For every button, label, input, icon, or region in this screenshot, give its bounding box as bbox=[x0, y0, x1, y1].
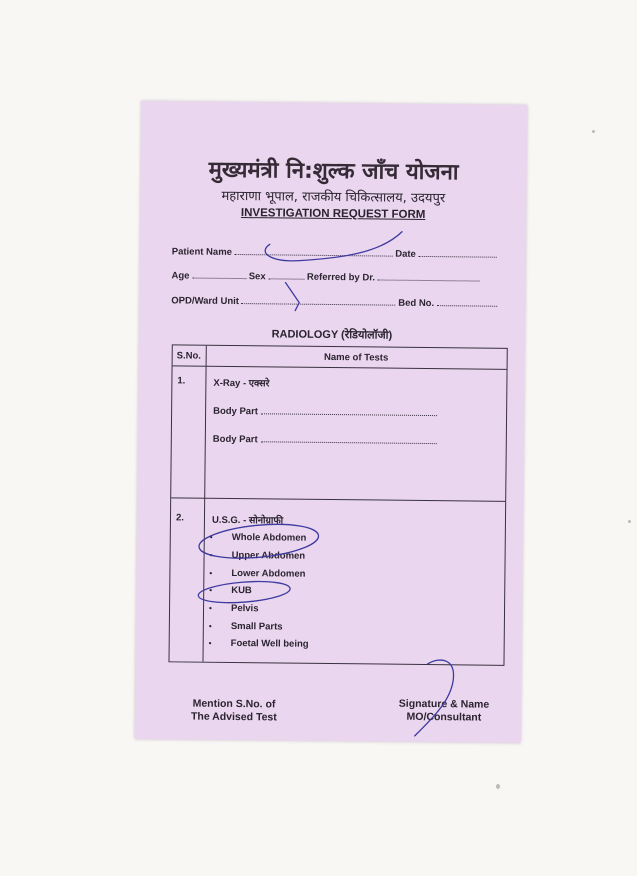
patient-name-label: Patient Name bbox=[171, 246, 233, 258]
age-label: Age bbox=[171, 270, 190, 282]
body-part-label: Body Part bbox=[213, 405, 259, 418]
usg-test: U.S.G. - सोनोग्राफी bbox=[211, 514, 284, 527]
bed-line bbox=[437, 296, 497, 307]
usg-option-pelvis: • Pelvis bbox=[231, 603, 259, 614]
form-name bbox=[140, 206, 526, 222]
date-label: Date bbox=[395, 248, 416, 260]
patient-name-handwriting: Osmer bbox=[279, 229, 354, 256]
patient-name-field bbox=[172, 244, 497, 260]
opd-bed-field bbox=[171, 290, 497, 310]
bed-label: Bed No. bbox=[398, 297, 435, 310]
tests-table bbox=[168, 344, 507, 666]
patient-name-line bbox=[235, 245, 393, 257]
section-title: RADIOLOGY (रेडियोलॉजी) bbox=[271, 328, 393, 342]
form-name-text: INVESTIGATION REQUEST FORM bbox=[240, 207, 426, 221]
age-sex-field bbox=[171, 268, 479, 284]
table-column-divider bbox=[202, 346, 206, 662]
footer-left bbox=[175, 697, 293, 724]
sex-handwriting: M bbox=[287, 271, 302, 288]
footer-left-line2: The Advised Test bbox=[190, 710, 277, 724]
table-row-divider bbox=[171, 497, 505, 501]
body-part-label: Body Part bbox=[212, 433, 258, 446]
footer-right bbox=[385, 698, 503, 725]
xray-body-part-1 bbox=[213, 404, 437, 419]
paper-speck bbox=[496, 784, 500, 789]
sex-line bbox=[268, 269, 304, 279]
paper-speck bbox=[592, 130, 595, 133]
hospital-name: महाराणा भूपाल, राजकीय चिकित्सालय, उदयपुर bbox=[221, 188, 446, 207]
footer-right-line2: MO/Consultant bbox=[406, 710, 482, 724]
usg-option-kub: • KUB bbox=[231, 585, 252, 596]
sno-header: S.No. bbox=[176, 350, 202, 362]
opd-handwriting: OBG bbox=[285, 290, 321, 309]
table-row-sno: 2. bbox=[175, 512, 184, 524]
table-header-divider bbox=[173, 365, 507, 369]
footer-left-line1: Mention S.No. of bbox=[192, 697, 276, 711]
scheme-title: मुख्यमंत्री नि:शुल्क जाँच योजना bbox=[208, 157, 459, 186]
tests-header: Name of Tests bbox=[323, 351, 389, 364]
age-line bbox=[192, 269, 246, 280]
usg-option-lower-abdomen: • Lower Abdomen bbox=[231, 568, 305, 580]
referred-line bbox=[378, 270, 480, 281]
usg-option-small-parts: • Small Parts bbox=[231, 621, 283, 633]
body-part-line bbox=[261, 404, 437, 416]
usg-option-whole-abdomen: • Whole Abdomen bbox=[232, 532, 307, 544]
usg-option-upper-abdomen: • Upper Abdomen bbox=[232, 550, 306, 562]
sex-label: Sex bbox=[248, 271, 266, 283]
paper-speck bbox=[628, 520, 631, 523]
referred-label: Referred by Dr. bbox=[306, 271, 376, 284]
date-line bbox=[418, 247, 496, 258]
xray-test: X-Ray - एक्सरे bbox=[213, 377, 270, 390]
table-row-sno: 1. bbox=[177, 375, 186, 387]
footer-right-line1: Signature & Name bbox=[398, 697, 490, 711]
bed-number-handwriting: 50639 bbox=[445, 289, 487, 305]
investigation-request-form bbox=[135, 101, 528, 743]
opd-label: OPD/Ward Unit bbox=[171, 295, 240, 308]
usg-option-foetal-well-being: • Foetal Well being bbox=[231, 638, 309, 650]
body-part-line bbox=[260, 432, 436, 444]
opd-line bbox=[242, 294, 396, 306]
xray-body-part-2 bbox=[213, 432, 437, 447]
